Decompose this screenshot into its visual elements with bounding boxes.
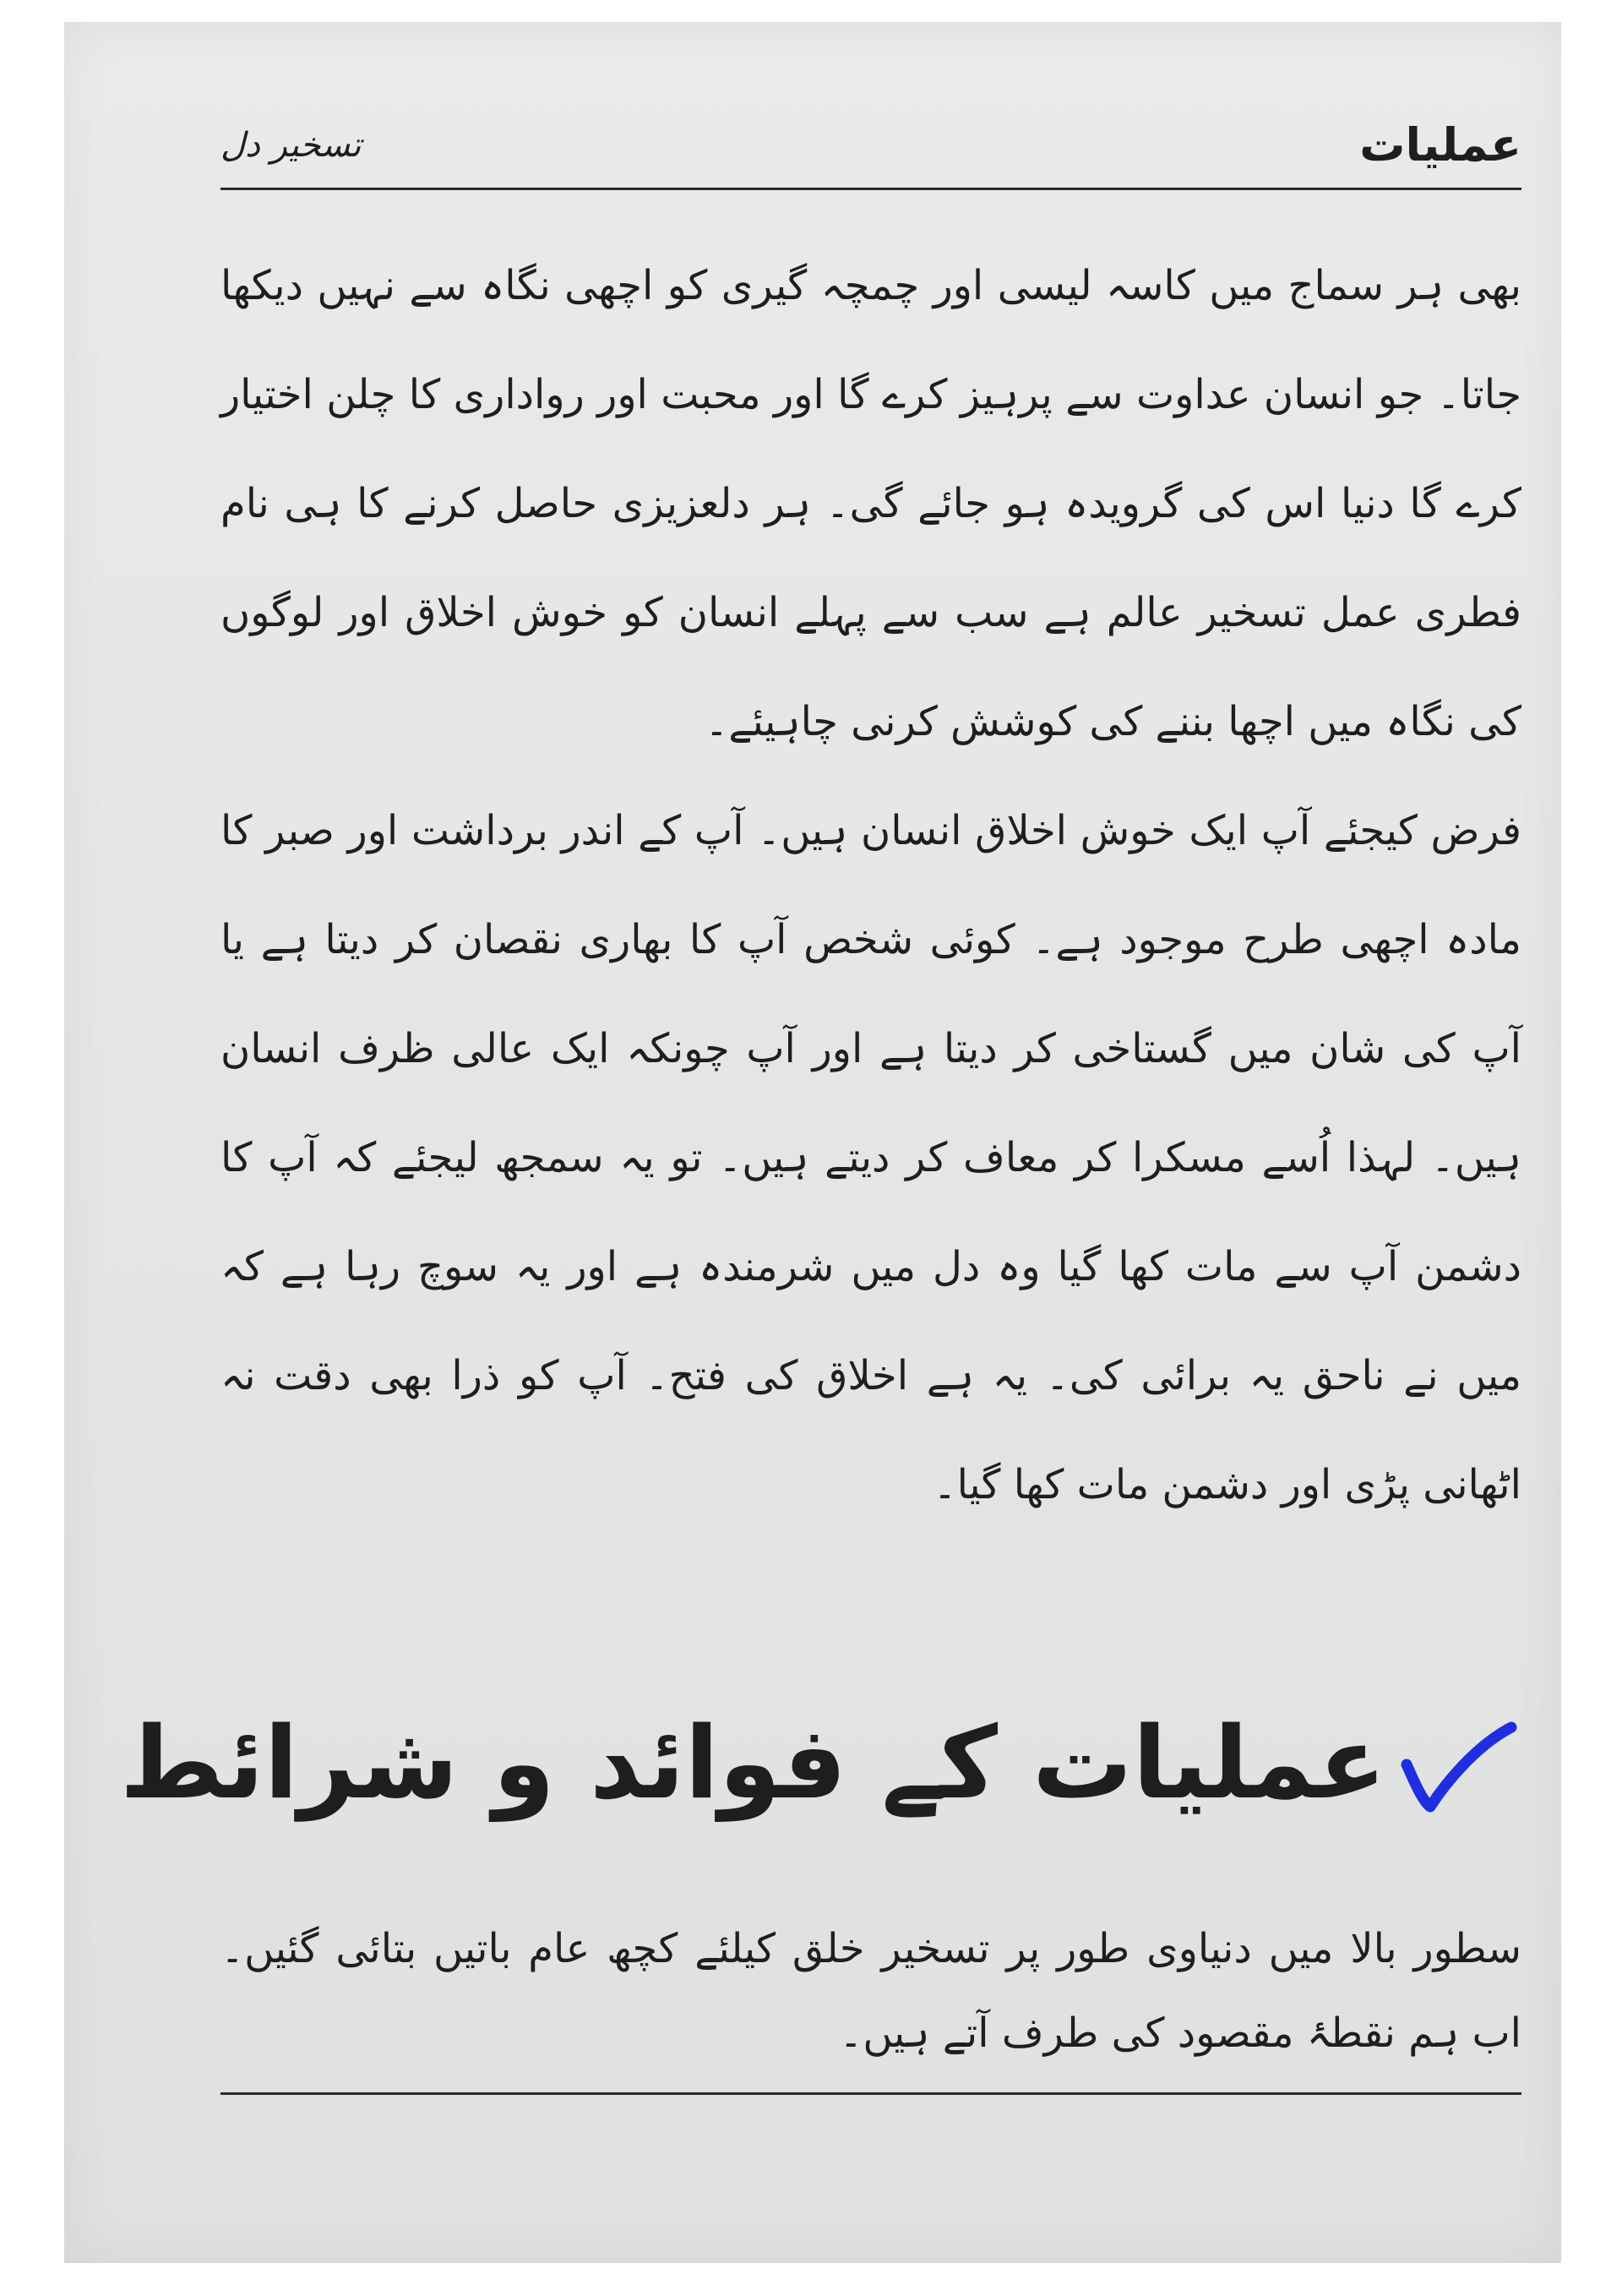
check-mark-icon <box>1395 1712 1521 1822</box>
closing-paragraph: سطور بالا میں دنیاوی طور پر تسخیر خلق کیلئے کچھ عام باتیں بتائی گئیں۔ اب ہم نقطۂ مقصود کی طرف آتے ہیں۔ <box>220 1925 1521 2057</box>
body-text <box>220 232 1521 1540</box>
header-rule <box>220 188 1521 190</box>
page-photo <box>64 22 1561 2263</box>
section-heading-row <box>119 1670 1521 1856</box>
closing-text <box>220 1906 1521 2075</box>
book-title: عملیات <box>1359 118 1521 172</box>
chapter-title: تسخیر دل <box>220 126 362 165</box>
paragraph-2: فرض کیجئے آپ ایک خوش اخلاق انسان ہیں۔ آپ کے اندر برداشت اور صبر کا مادہ اچھی طرح موجود ہے۔ کوئی شخص آپ کا بھاری نقصان کر دیتا ہے یا آپ کی شان میں گستاخی کر دیتا ہے اور آپ چونکہ ایک عالی ظرف انسان ہیں۔ لہذا اُسے مسکرا کر معاف کر دیتے ہیں۔ تو یہ سمجھ لیجئے کہ آپ کا دشمن آپ سے مات کھا گیا وہ دل میں شرمندہ ہے اور یہ سوچ رہا ہے کہ میں نے ناحق یہ برائی کی۔ یہ ہے اخلاق کی فتح۔ آپ کو ذرا بھی دقت نہ اٹھانی پڑی اور دشمن مات کھا گیا۔ <box>220 807 1521 1508</box>
footer-rule <box>220 2092 1521 2095</box>
book-page <box>119 115 1521 2126</box>
section-heading: عملیات کے فوائد و شرائط <box>119 1704 1386 1821</box>
paragraph-1: بھی ہر سماج میں کاسہ لیسی اور چمچہ گیری کو اچھی نگاہ سے نہیں دیکھا جاتا۔ جو انسان عداوت سے پرہیز کرے گا اور محبت اور رواداری کا چلن اختیار کرے گا دنیا اس کی گرویدہ ہو جائے گی۔ ہر دلعزیزی حاصل کرنے کا ہی نام فطری عمل تسخیر عالم ہے سب سے پہلے انسان کو خوش اخلاق اور لوگوں کی نگاہ میں اچھا بننے کی کوشش کرنی چاہیئے۔ <box>220 262 1521 745</box>
running-head <box>220 115 1521 176</box>
